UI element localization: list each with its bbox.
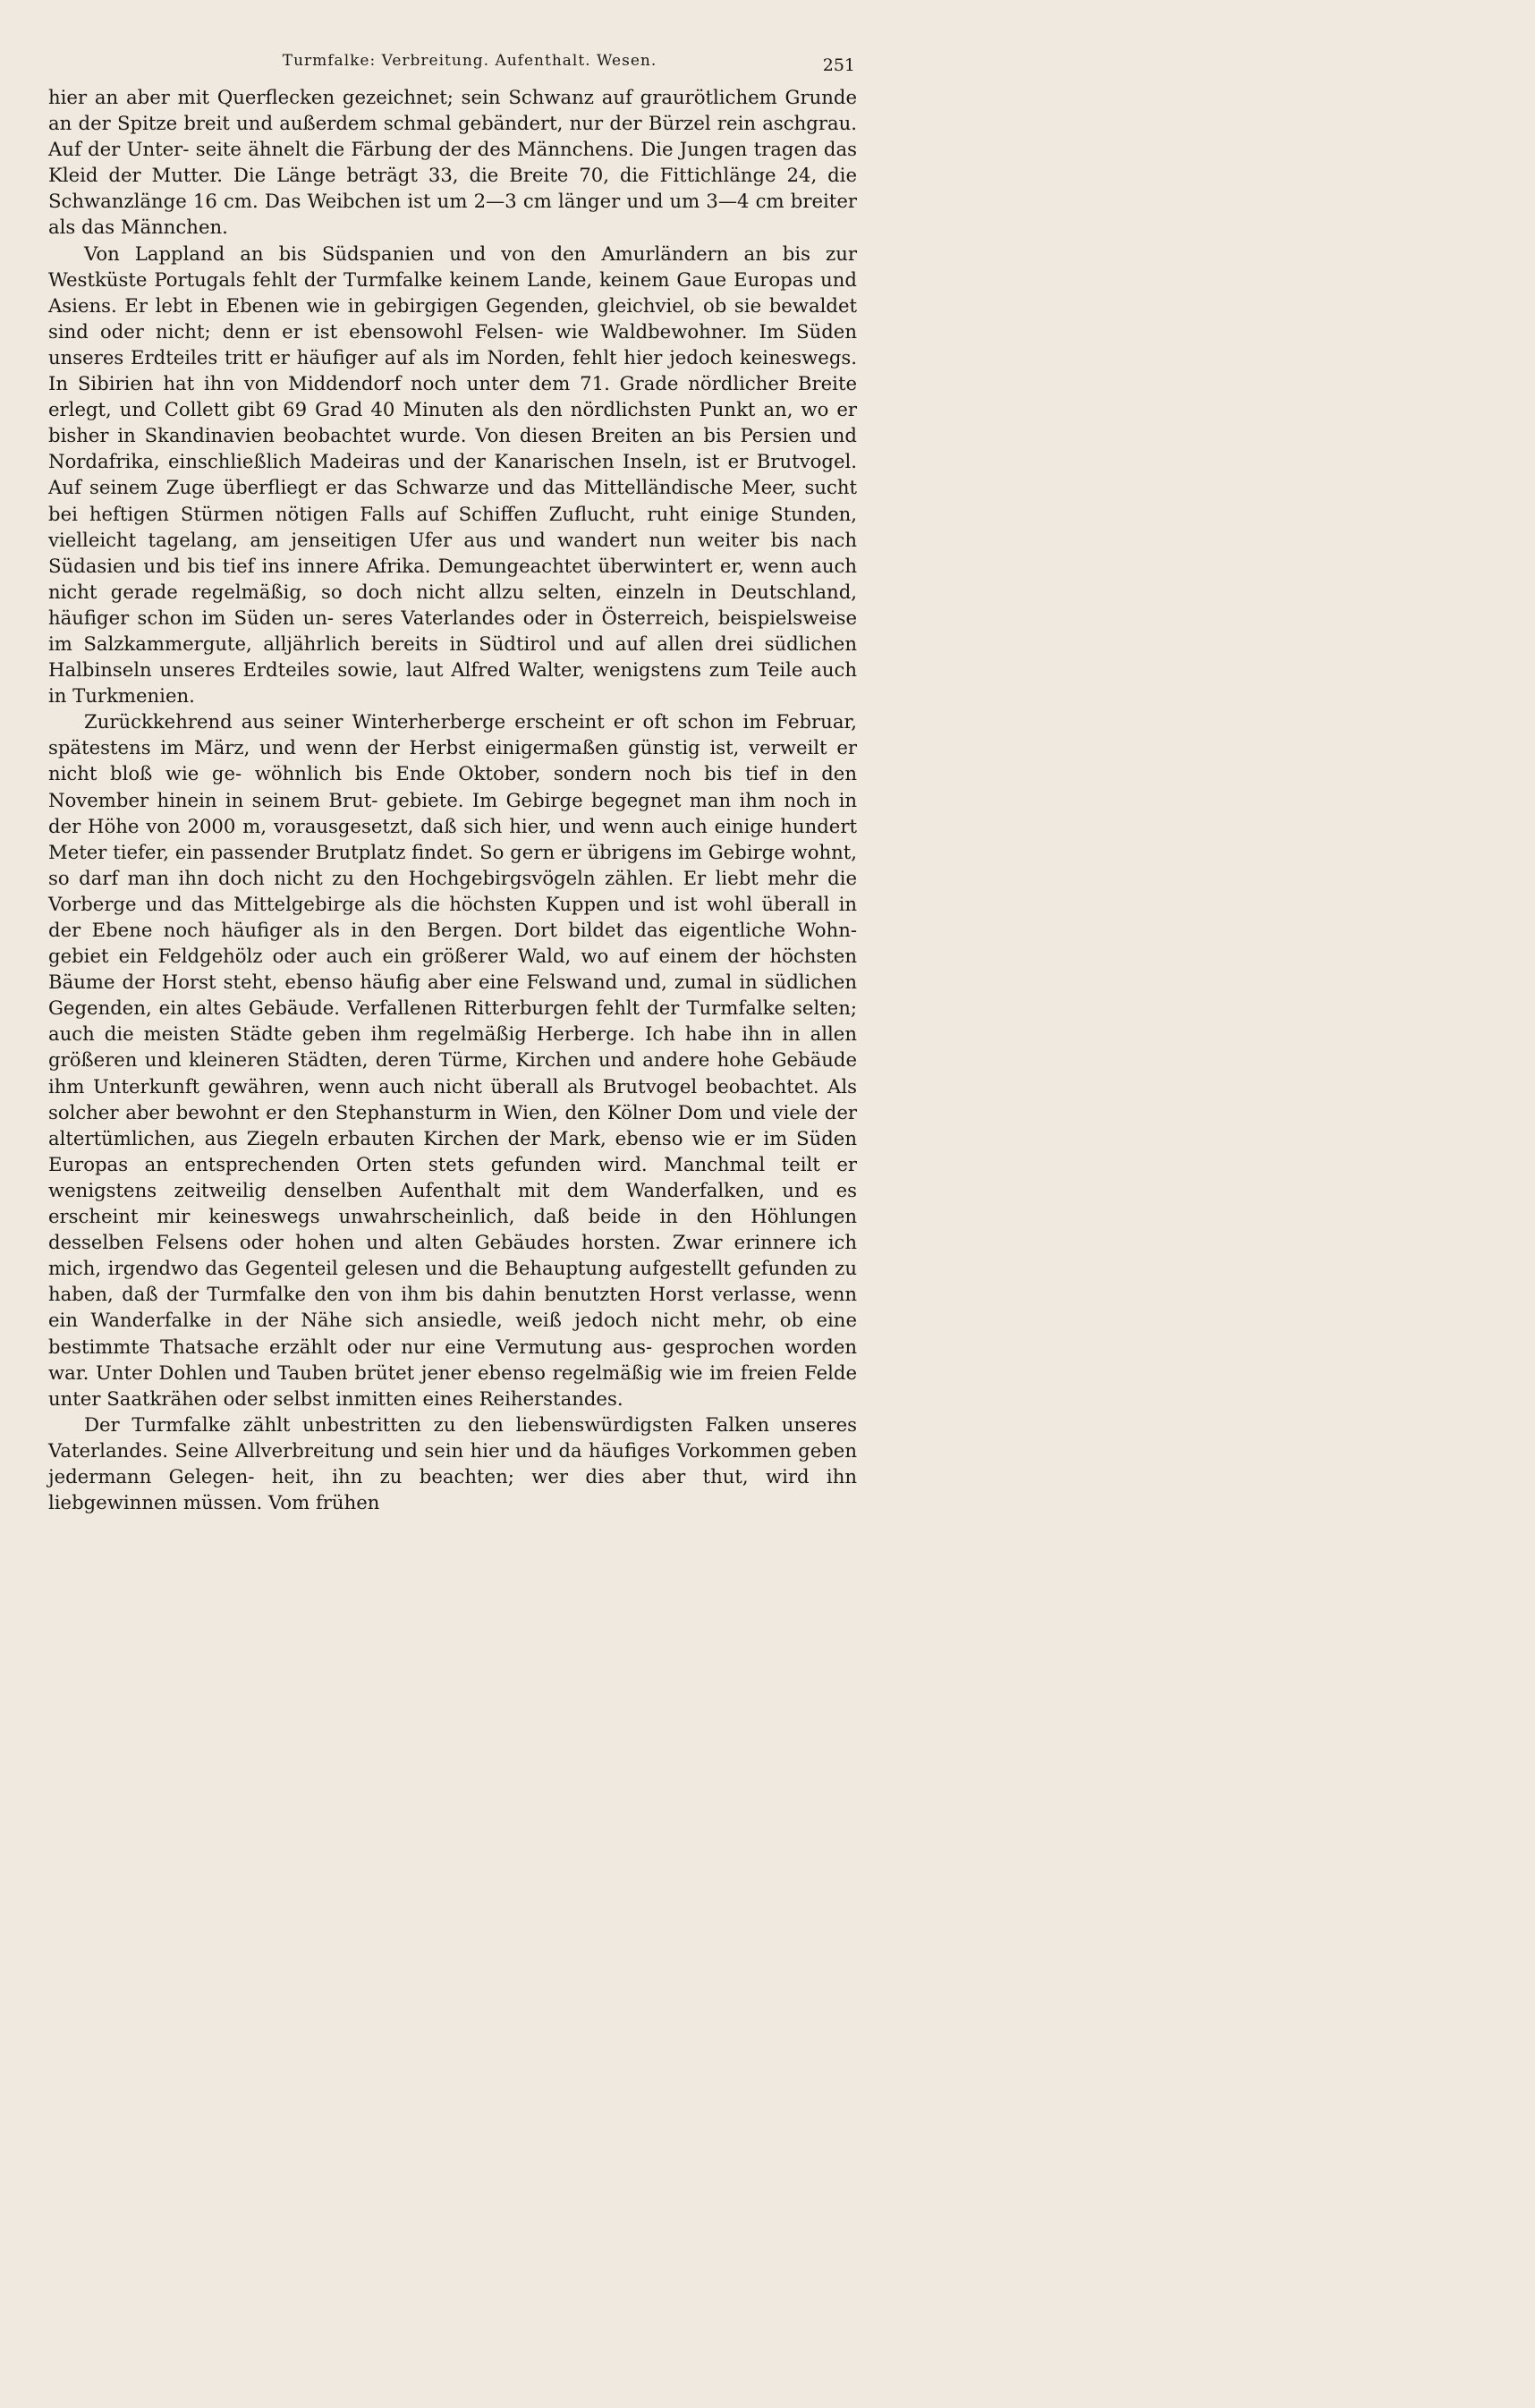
paragraph: Zurückkehrend aus seiner Winterherberge erscheint er oft schon im Februar, spätestens im März, und wenn der Herbst einigermaßen günstig ist, verweilt er nicht bloß wie ge- wöhnlich bis Ende Oktober, sondern noch bis tief in den November hinein in seinem Brut- gebiete. Im Gebirge begegnet man ihm noch in der Höhe von 2000 m, vorausgesetzt, daß sich hier, und wenn auch einige hundert Meter tiefer, ein passender Brutplatz findet. So gern er übrigens im Gebirge wohnt, so darf man ihn doch nicht zu den Hochgebirgsvögeln zählen. Er liebt mehr die Vorberge und das Mittelgebirge als die höchsten Kuppen und ist wohl überall in der Ebene noch häufiger als in den Bergen. Dort bildet das eigentliche Wohn- gebiet ein Feldgehölz oder auch ein größerer Wald, wo auf einem der höchsten Bäume der Horst steht, ebenso häufig aber eine Felswand und, zumal in südlichen Gegenden, ein altes Gebäude. Verfallenen Ritterburgen fehlt der Turmfalke selten; auch die meisten Städte geben ihm regelmäßig Herberge. Ich habe ihn in allen größeren und kleineren Städten, deren Türme, Kirchen und andere hohe Gebäude ihm Unterkunft gewähren, wenn auch nicht überall als Brutvogel beobachtet. Als solcher aber bewohnt er den Stephansturm in Wien, den Kölner Dom und viele der altertümlichen, aus Ziegeln erbauten Kirchen der Mark, ebenso wie er im Süden Europas an entsprechenden Orten stets gefunden wird. Manchmal teilt er wenigstens zeitweilig denselben Aufenthalt mit dem Wanderfalken, und es erscheint mir keineswegs unwahrscheinlich, daß beide in den Höhlungen desselben Felsens oder hohen und alten Gebäudes horsten. Zwar erinnere ich mich, irgendwo das Gegenteil gelesen und die Behauptung aufgestellt gefunden zu haben, daß der Turmfalke den von ihm bis dahin benutzten Horst verlasse, wenn ein Wanderfalke in der Nähe sich ansiedle, weiß jedoch nicht mehr, ob eine bestimmte Thatsache erzählt oder nur eine Vermutung aus- gesprochen worden war. Unter Dohlen und Tauben brütet jener ebenso regelmäßig wie im freien Felde unter Saatkrähen oder selbst inmitten eines Reiherstandes. [48, 710, 857, 1410]
body-text [48, 84, 857, 1515]
page-header [48, 52, 855, 77]
page-number: 251 [822, 55, 855, 75]
paragraph: Von Lappland an bis Südspanien und von den Amurländern an bis zur Westküste Portugals fehlt der Turmfalke keinem Lande, keinem Gaue Europas und Asiens. Er lebt in Ebenen wie in gebirgigen Gegenden, gleichviel, ob sie bewaldet sind oder nicht; denn er ist ebensowohl Felsen- wie Waldbewohner. Im Süden unseres Erdteiles tritt er häufiger auf als im Norden, fehlt hier jedoch keineswegs. In Sibirien hat ihn von Middendorf noch unter dem 71. Grade nördlicher Breite erlegt, und Collett gibt 69 Grad 40 Minuten als den nördlichsten Punkt an, wo er bisher in Skandinavien beobachtet wurde. Von diesen Breiten an bis Persien und Nordafrika, einschließlich Madeiras und der Kanarischen Inseln, ist er Brutvogel. Auf seinem Zuge überfliegt er das Schwarze und das Mittelländische Meer, sucht bei heftigen Stürmen nötigen Falls auf Schiffen Zuflucht, ruht einige Stunden, vielleicht tagelang, am jenseitigen Ufer aus und wandert nun weiter bis nach Südasien und bis tief ins innere Afrika. Demungeachtet überwintert er, wenn auch nicht gerade regelmäßig, so doch nicht allzu selten, einzeln in Deutschland, häufiger schon im Süden un- seres Vaterlandes oder in Österreich, beispielsweise im Salzkammergute, alljährlich bereits in Südtirol und auf allen drei südlichen Halbinseln unseres Erdteiles sowie, laut Alfred Walter, wenigstens zum Teile auch in Turkmenien. [48, 242, 857, 708]
running-head: Turmfalke: Verbreitung. Aufenthalt. Wesen. [282, 52, 657, 70]
book-page [0, 0, 895, 1514]
paragraph: hier an aber mit Querflecken gezeichnet; sein Schwanz auf graurötlichem Grunde an der Spitze breit und außerdem schmal gebändert, nur der Bürzel rein aschgrau. Auf der Unter- seite ähnelt die Färbung der des Männchens. Die Jungen tragen das Kleid der Mutter. Die Länge beträgt 33, die Breite 70, die Fittichlänge 24, die Schwanzlänge 16 cm. Das Weibchen ist um 2—3 cm länger und um 3—4 cm breiter als das Männchen. [48, 86, 857, 239]
paragraph: Der Turmfalke zählt unbestritten zu den liebenswürdigsten Falken unseres Vaterlandes. Seine Allverbreitung und sein hier und da häufiges Vorkommen geben jedermann Gelegen- heit, ihn zu beachten; wer dies aber thut, wird ihn liebgewinnen müssen. Vom frühen [48, 1412, 857, 1514]
